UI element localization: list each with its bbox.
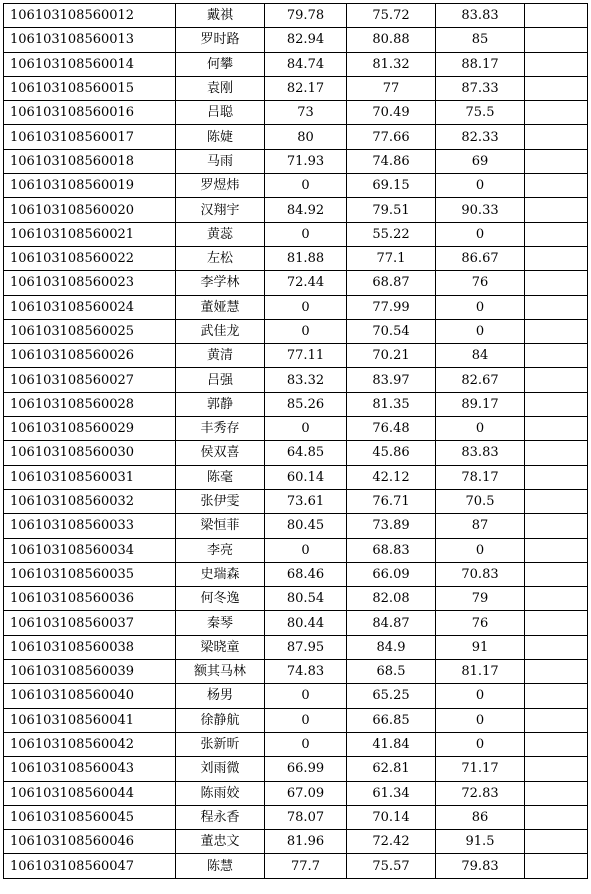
score-table [3, 3, 588, 879]
candidate-id-cell: 106103108560020 [4, 198, 176, 222]
candidate-id-cell: 106103108560027 [4, 368, 176, 392]
candidate-id-cell: 106103108560034 [4, 538, 176, 562]
total-score-cell: 82.17 [265, 76, 347, 100]
candidate-id-cell: 106103108560021 [4, 222, 176, 246]
total-score-cell: 78.07 [265, 805, 347, 829]
candidate-name-cell: 刘雨微 [176, 757, 265, 781]
total-score-cell: 81.88 [265, 246, 347, 270]
remark-cell [525, 295, 588, 319]
written-score-cell: 62.81 [347, 757, 436, 781]
table-row [4, 781, 588, 805]
candidate-id-cell: 106103108560030 [4, 441, 176, 465]
remark-cell [525, 101, 588, 125]
written-score-cell: 69.15 [347, 174, 436, 198]
candidate-name-cell: 丰秀存 [176, 417, 265, 441]
written-score-cell: 68.5 [347, 660, 436, 684]
table-row [4, 757, 588, 781]
remark-cell [525, 198, 588, 222]
total-score-cell: 64.85 [265, 441, 347, 465]
remark-cell [525, 562, 588, 586]
remark-cell [525, 246, 588, 270]
total-score-cell: 80.54 [265, 587, 347, 611]
remark-cell [525, 392, 588, 416]
total-score-cell: 0 [265, 295, 347, 319]
candidate-name-cell: 秦琴 [176, 611, 265, 635]
total-score-cell: 0 [265, 319, 347, 343]
candidate-id-cell: 106103108560038 [4, 635, 176, 659]
interview-score-cell: 0 [436, 684, 525, 708]
remark-cell [525, 52, 588, 76]
interview-score-cell: 72.83 [436, 781, 525, 805]
written-score-cell: 70.14 [347, 805, 436, 829]
candidate-name-cell: 董忠文 [176, 830, 265, 854]
written-score-cell: 65.25 [347, 684, 436, 708]
total-score-cell: 85.26 [265, 392, 347, 416]
candidate-id-cell: 106103108560024 [4, 295, 176, 319]
remark-cell [525, 708, 588, 732]
table-row [4, 76, 588, 100]
candidate-name-cell: 吕强 [176, 368, 265, 392]
remark-cell [525, 149, 588, 173]
candidate-name-cell: 左松 [176, 246, 265, 270]
interview-score-cell: 0 [436, 174, 525, 198]
candidate-id-cell: 106103108560023 [4, 271, 176, 295]
interview-score-cell: 0 [436, 732, 525, 756]
written-score-cell: 55.22 [347, 222, 436, 246]
total-score-cell: 73.61 [265, 489, 347, 513]
table-row [4, 708, 588, 732]
written-score-cell: 68.83 [347, 538, 436, 562]
candidate-id-cell: 106103108560018 [4, 149, 176, 173]
total-score-cell: 0 [265, 222, 347, 246]
table-row [4, 52, 588, 76]
remark-cell [525, 514, 588, 538]
interview-score-cell: 86 [436, 805, 525, 829]
candidate-name-cell: 梁晓童 [176, 635, 265, 659]
remark-cell [525, 28, 588, 52]
table-row [4, 854, 588, 878]
interview-score-cell: 82.67 [436, 368, 525, 392]
candidate-id-cell: 106103108560041 [4, 708, 176, 732]
written-score-cell: 73.89 [347, 514, 436, 538]
table-row [4, 538, 588, 562]
candidate-id-cell: 106103108560013 [4, 28, 176, 52]
candidate-name-cell: 戴祺 [176, 4, 265, 28]
candidate-name-cell: 张伊雯 [176, 489, 265, 513]
candidate-name-cell: 陈雨姣 [176, 781, 265, 805]
interview-score-cell: 88.17 [436, 52, 525, 76]
total-score-cell: 67.09 [265, 781, 347, 805]
candidate-name-cell: 陈毫 [176, 465, 265, 489]
total-score-cell: 68.46 [265, 562, 347, 586]
interview-score-cell: 83.83 [436, 4, 525, 28]
remark-cell [525, 489, 588, 513]
remark-cell [525, 417, 588, 441]
candidate-name-cell: 李学林 [176, 271, 265, 295]
remark-cell [525, 174, 588, 198]
remark-cell [525, 344, 588, 368]
written-score-cell: 70.54 [347, 319, 436, 343]
total-score-cell: 87.95 [265, 635, 347, 659]
written-score-cell: 77.99 [347, 295, 436, 319]
remark-cell [525, 222, 588, 246]
written-score-cell: 79.51 [347, 198, 436, 222]
table-row [4, 198, 588, 222]
candidate-id-cell: 106103108560022 [4, 246, 176, 270]
candidate-name-cell: 黄清 [176, 344, 265, 368]
total-score-cell: 66.99 [265, 757, 347, 781]
remark-cell [525, 757, 588, 781]
table-row [4, 417, 588, 441]
remark-cell [525, 4, 588, 28]
table-row [4, 222, 588, 246]
written-score-cell: 75.57 [347, 854, 436, 878]
written-score-cell: 41.84 [347, 732, 436, 756]
table-row [4, 125, 588, 149]
written-score-cell: 75.72 [347, 4, 436, 28]
interview-score-cell: 90.33 [436, 198, 525, 222]
total-score-cell: 80.45 [265, 514, 347, 538]
candidate-id-cell: 106103108560029 [4, 417, 176, 441]
interview-score-cell: 86.67 [436, 246, 525, 270]
table-row [4, 368, 588, 392]
interview-score-cell: 79 [436, 587, 525, 611]
total-score-cell: 84.92 [265, 198, 347, 222]
written-score-cell: 72.42 [347, 830, 436, 854]
table-row [4, 684, 588, 708]
remark-cell [525, 271, 588, 295]
written-score-cell: 61.34 [347, 781, 436, 805]
total-score-cell: 83.32 [265, 368, 347, 392]
written-score-cell: 76.71 [347, 489, 436, 513]
remark-cell [525, 465, 588, 489]
candidate-id-cell: 106103108560042 [4, 732, 176, 756]
candidate-name-cell: 郭静 [176, 392, 265, 416]
candidate-id-cell: 106103108560019 [4, 174, 176, 198]
written-score-cell: 77 [347, 76, 436, 100]
written-score-cell: 68.87 [347, 271, 436, 295]
table-row [4, 489, 588, 513]
total-score-cell: 0 [265, 417, 347, 441]
total-score-cell: 60.14 [265, 465, 347, 489]
written-score-cell: 45.86 [347, 441, 436, 465]
table-row [4, 611, 588, 635]
remark-cell [525, 830, 588, 854]
candidate-name-cell: 武佳龙 [176, 319, 265, 343]
total-score-cell: 0 [265, 732, 347, 756]
table-row [4, 587, 588, 611]
candidate-id-cell: 106103108560045 [4, 805, 176, 829]
written-score-cell: 70.21 [347, 344, 436, 368]
candidate-name-cell: 董娅慧 [176, 295, 265, 319]
candidate-name-cell: 徐静航 [176, 708, 265, 732]
candidate-name-cell: 陈慧 [176, 854, 265, 878]
candidate-id-cell: 106103108560012 [4, 4, 176, 28]
candidate-name-cell: 汉翔宇 [176, 198, 265, 222]
written-score-cell: 66.85 [347, 708, 436, 732]
table-row [4, 174, 588, 198]
candidate-id-cell: 106103108560032 [4, 489, 176, 513]
interview-score-cell: 0 [436, 295, 525, 319]
candidate-name-cell: 吕聪 [176, 101, 265, 125]
table-row [4, 635, 588, 659]
table-row [4, 344, 588, 368]
total-score-cell: 79.78 [265, 4, 347, 28]
written-score-cell: 74.86 [347, 149, 436, 173]
candidate-id-cell: 106103108560037 [4, 611, 176, 635]
remark-cell [525, 684, 588, 708]
interview-score-cell: 81.17 [436, 660, 525, 684]
total-score-cell: 74.83 [265, 660, 347, 684]
total-score-cell: 0 [265, 538, 347, 562]
candidate-name-cell: 罗时路 [176, 28, 265, 52]
total-score-cell: 72.44 [265, 271, 347, 295]
total-score-cell: 80.44 [265, 611, 347, 635]
score-table-body [4, 4, 588, 879]
candidate-id-cell: 106103108560043 [4, 757, 176, 781]
interview-score-cell: 75.5 [436, 101, 525, 125]
table-row [4, 319, 588, 343]
table-row [4, 28, 588, 52]
remark-cell [525, 76, 588, 100]
candidate-name-cell: 程永香 [176, 805, 265, 829]
remark-cell [525, 611, 588, 635]
table-row [4, 271, 588, 295]
written-score-cell: 82.08 [347, 587, 436, 611]
interview-score-cell: 78.17 [436, 465, 525, 489]
candidate-name-cell: 陈婕 [176, 125, 265, 149]
remark-cell [525, 368, 588, 392]
candidate-id-cell: 106103108560015 [4, 76, 176, 100]
total-score-cell: 0 [265, 684, 347, 708]
interview-score-cell: 91 [436, 635, 525, 659]
candidate-id-cell: 106103108560031 [4, 465, 176, 489]
written-score-cell: 83.97 [347, 368, 436, 392]
total-score-cell: 77.11 [265, 344, 347, 368]
remark-cell [525, 538, 588, 562]
remark-cell [525, 854, 588, 878]
candidate-id-cell: 106103108560047 [4, 854, 176, 878]
candidate-name-cell: 袁刚 [176, 76, 265, 100]
candidate-name-cell: 梁恒菲 [176, 514, 265, 538]
total-score-cell: 77.7 [265, 854, 347, 878]
interview-score-cell: 69 [436, 149, 525, 173]
candidate-name-cell: 何攀 [176, 52, 265, 76]
candidate-id-cell: 106103108560028 [4, 392, 176, 416]
table-row [4, 4, 588, 28]
candidate-name-cell: 杨男 [176, 684, 265, 708]
written-score-cell: 84.87 [347, 611, 436, 635]
table-row [4, 392, 588, 416]
written-score-cell: 77.1 [347, 246, 436, 270]
table-row [4, 732, 588, 756]
remark-cell [525, 781, 588, 805]
written-score-cell: 81.35 [347, 392, 436, 416]
interview-score-cell: 71.17 [436, 757, 525, 781]
interview-score-cell: 87.33 [436, 76, 525, 100]
table-row [4, 465, 588, 489]
interview-score-cell: 84 [436, 344, 525, 368]
total-score-cell: 0 [265, 174, 347, 198]
candidate-id-cell: 106103108560039 [4, 660, 176, 684]
candidate-id-cell: 106103108560016 [4, 101, 176, 125]
interview-score-cell: 0 [436, 319, 525, 343]
total-score-cell: 84.74 [265, 52, 347, 76]
written-score-cell: 42.12 [347, 465, 436, 489]
written-score-cell: 70.49 [347, 101, 436, 125]
table-row [4, 149, 588, 173]
total-score-cell: 80 [265, 125, 347, 149]
interview-score-cell: 0 [436, 708, 525, 732]
candidate-id-cell: 106103108560036 [4, 587, 176, 611]
interview-score-cell: 0 [436, 417, 525, 441]
table-row [4, 101, 588, 125]
candidate-id-cell: 106103108560017 [4, 125, 176, 149]
written-score-cell: 81.32 [347, 52, 436, 76]
interview-score-cell: 70.83 [436, 562, 525, 586]
written-score-cell: 80.88 [347, 28, 436, 52]
interview-score-cell: 85 [436, 28, 525, 52]
candidate-name-cell: 侯双喜 [176, 441, 265, 465]
written-score-cell: 66.09 [347, 562, 436, 586]
total-score-cell: 73 [265, 101, 347, 125]
interview-score-cell: 83.83 [436, 441, 525, 465]
written-score-cell: 77.66 [347, 125, 436, 149]
remark-cell [525, 125, 588, 149]
candidate-name-cell: 史瑞森 [176, 562, 265, 586]
table-row [4, 562, 588, 586]
candidate-name-cell: 黄蕊 [176, 222, 265, 246]
remark-cell [525, 660, 588, 684]
total-score-cell: 71.93 [265, 149, 347, 173]
written-score-cell: 76.48 [347, 417, 436, 441]
table-row [4, 295, 588, 319]
candidate-id-cell: 106103108560014 [4, 52, 176, 76]
remark-cell [525, 635, 588, 659]
candidate-id-cell: 106103108560033 [4, 514, 176, 538]
interview-score-cell: 82.33 [436, 125, 525, 149]
remark-cell [525, 441, 588, 465]
candidate-id-cell: 106103108560035 [4, 562, 176, 586]
candidate-id-cell: 106103108560025 [4, 319, 176, 343]
interview-score-cell: 70.5 [436, 489, 525, 513]
total-score-cell: 81.96 [265, 830, 347, 854]
table-row [4, 441, 588, 465]
remark-cell [525, 732, 588, 756]
candidate-name-cell: 罗煜炜 [176, 174, 265, 198]
interview-score-cell: 89.17 [436, 392, 525, 416]
interview-score-cell: 91.5 [436, 830, 525, 854]
total-score-cell: 0 [265, 708, 347, 732]
candidate-id-cell: 106103108560026 [4, 344, 176, 368]
interview-score-cell: 79.83 [436, 854, 525, 878]
interview-score-cell: 76 [436, 271, 525, 295]
candidate-id-cell: 106103108560044 [4, 781, 176, 805]
table-row [4, 830, 588, 854]
interview-score-cell: 0 [436, 538, 525, 562]
table-row [4, 660, 588, 684]
remark-cell [525, 319, 588, 343]
interview-score-cell: 0 [436, 222, 525, 246]
table-row [4, 805, 588, 829]
written-score-cell: 84.9 [347, 635, 436, 659]
total-score-cell: 82.94 [265, 28, 347, 52]
table-row [4, 246, 588, 270]
candidate-id-cell: 106103108560046 [4, 830, 176, 854]
candidate-name-cell: 何冬逸 [176, 587, 265, 611]
table-row [4, 514, 588, 538]
candidate-name-cell: 额其马林 [176, 660, 265, 684]
candidate-id-cell: 106103108560040 [4, 684, 176, 708]
remark-cell [525, 587, 588, 611]
interview-score-cell: 76 [436, 611, 525, 635]
interview-score-cell: 87 [436, 514, 525, 538]
candidate-name-cell: 张新昕 [176, 732, 265, 756]
candidate-name-cell: 李亮 [176, 538, 265, 562]
remark-cell [525, 805, 588, 829]
candidate-name-cell: 马雨 [176, 149, 265, 173]
